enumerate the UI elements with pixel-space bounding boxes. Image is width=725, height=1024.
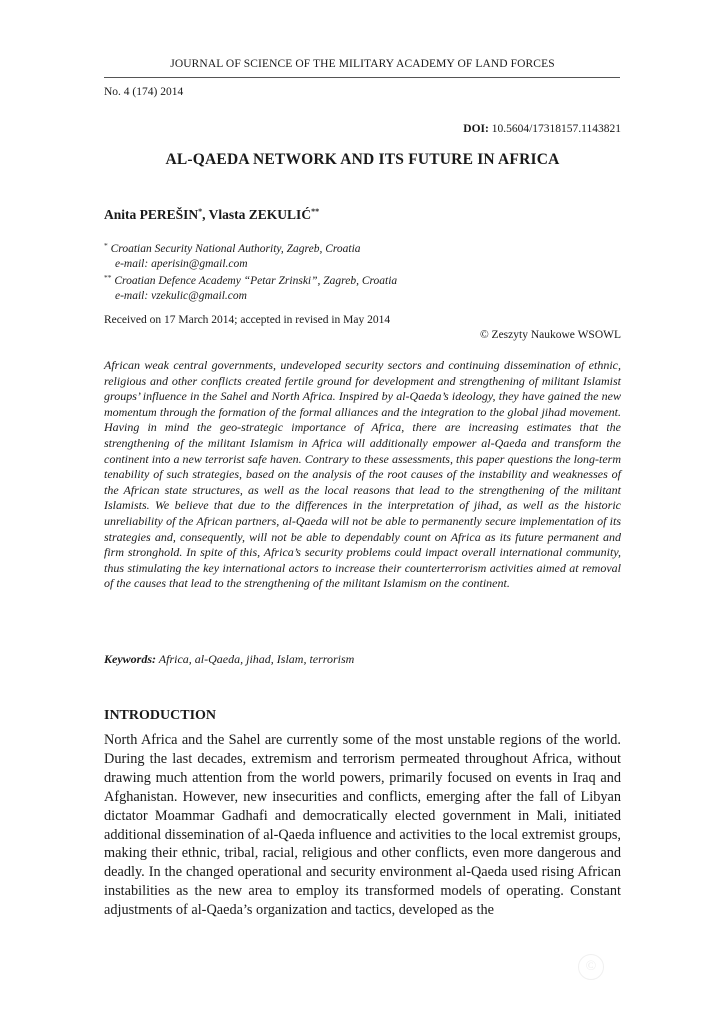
- email-link[interactable]: e-mail: vzekulic@gmail.com: [115, 289, 247, 302]
- doi: [463, 123, 621, 135]
- section-heading: INTRODUCTION: [104, 708, 217, 723]
- keywords-label: Keywords:: [104, 652, 156, 666]
- received-date: Received on 17 March 2014; accepted in revised in May 2014: [104, 314, 391, 326]
- affiliation-institution: Croatian Security National Authority, Zagreb, Croatia: [110, 243, 361, 255]
- abstract: African weak central governments, undeveloped security sectors and continuing dissemination of ethnic, religious and other conflicts created fertile ground for development and strengthening of militant Islamist groups’ influence in the Sahel and North Africa. Inspired by al-Qaeda’s ideology, they have gained the new momentum through the formation of the formal alliances and the integration to the global jihad movement. Having in mind the geo-strategic importance of Africa, there are increasing estimates that the strengthening of the militant Islamism in Africa will additionally empower al-Qaeda and transform the continent into a new terrorist safe haven. Contrary to these assessments, this paper questions the long-term tenability of such strategies, based on the analysis of the root causes of the instability and weaknesses of the African state structures, as well as the local reasons that lead to the strengthening of the militant Islamists. We believe that due to the differences in the interpretation of jihad, as well as the historic unreliability of the African partners, al-Qaeda will not be able to permanently secure implementation of its strategies and, consequently, will not be able to dependably count on Africa as its future permanent and firm stronghold. In spite of this, Africa’s security problems could impact overall international community, thus stimulating the key international actors to increase their counterterrorism activities aimed at removal of the causes that lead to the strengthening of the militant Islamism on the continent.: [104, 358, 621, 591]
- keywords: [104, 652, 354, 667]
- affiliation-email: [104, 257, 397, 272]
- author-name: Vlasta ZEKULIĆ: [208, 207, 312, 222]
- journal-title: JOURNAL OF SCIENCE OF THE MILITARY ACADEMY OF LAND FORCES: [170, 58, 555, 70]
- copyright: © Zeszyty Naukowe WSOWL: [479, 329, 621, 341]
- header-divider: [104, 77, 620, 78]
- email-link[interactable]: e-mail: aperisin@gmail.com: [115, 257, 248, 270]
- affiliation-1: [104, 239, 397, 257]
- issue-number: No. 4 (174) 2014: [104, 86, 184, 98]
- doi-label: DOI:: [463, 123, 489, 135]
- author-name: Anita PEREŠIN: [104, 207, 199, 222]
- author-list: Anita PEREŠIN*, Vlasta ZEKULIĆ**: [104, 207, 320, 222]
- affiliation-email: [104, 289, 397, 304]
- doi-link[interactable]: 10.5604/17318157.1143821: [491, 123, 621, 135]
- affiliation-institution: Croatian Defence Academy “Petar Zrinski”, Zagreb, Croatia: [114, 275, 398, 287]
- affiliation-2: [104, 271, 397, 289]
- article-title: AL-QAEDA NETWORK AND ITS FUTURE IN AFRICA: [165, 151, 560, 168]
- author-mark: *: [198, 207, 203, 216]
- keywords-list: Africa, al-Qaeda, jihad, Islam, terrorism: [158, 652, 355, 666]
- author-mark: **: [311, 207, 320, 216]
- section-body: North Africa and the Sahel are currently some of the most unstable regions of the world. During the last decades, extremism and terrorism permeated throughout Africa, without drawing much attention from the world powers, primarily focused on events in Iraq and Afghanistan. However, new insecurities and conflicts, emerging after the fall of Libyan dictator Moammar Gadhafi and democratically elected government in Mali, initiated additional dissemination of al-Qaeda influence and activities to the local extremist groups, making their ethnic, tribal, racial, religious and other conflicts, even more dangerous and deadly. In the changed operational and security environment al-Qaeda used rising African instabilities as the new area to employ its transformed models of operating. Constant adjustments of al-Qaeda’s organization and tactics, developed as the: [104, 732, 621, 919]
- affiliations: [104, 239, 397, 303]
- affiliation-mark: *: [104, 241, 108, 250]
- circle-watermark-icon: ©: [578, 954, 604, 980]
- affiliation-mark: **: [104, 273, 112, 282]
